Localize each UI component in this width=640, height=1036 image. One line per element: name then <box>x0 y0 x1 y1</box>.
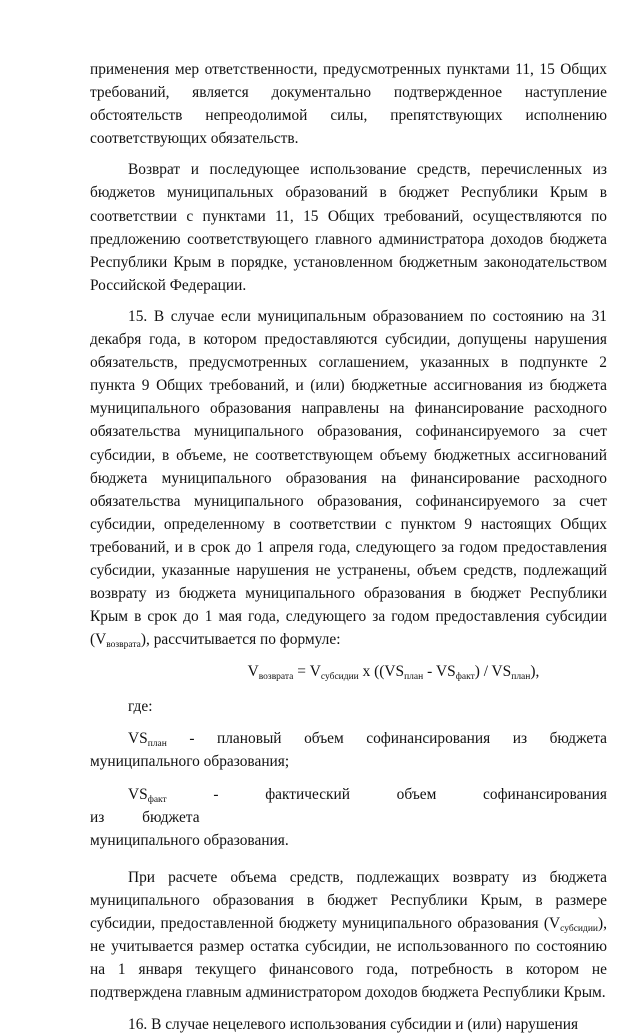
formula-v: V <box>247 663 259 681</box>
formula-plan-sub: план <box>404 672 424 683</box>
document-page <box>90 58 607 1036</box>
definition-vs-fact <box>90 783 607 852</box>
calc-text-2: ), не учитывается размер остатка субсидии, не использованного по состоянию на 1 января текущего финансового года, потребность в котором не подтверждена главным администратором доходов бюджета Республики Крым. <box>90 915 607 1002</box>
formula-minus: - VS <box>423 663 456 681</box>
where-label: где: <box>128 698 153 716</box>
formula-fact-sub: факт <box>455 672 475 683</box>
paragraph-15-tail: ), рассчитывается по формуле: <box>140 631 341 649</box>
paragraph-16: 16. В случае нецелевого использования субсидии и (или) нарушения <box>128 1015 579 1033</box>
formula <box>90 660 607 683</box>
calc-text-1: При расчете объема средств, подлежащих возврату из бюджета муниципального образования в бюджет Республики Крым, в размере субсидии, предоставленной бюджету муниципального образования (V <box>90 869 607 933</box>
formula-v-sub: возврата <box>258 672 294 683</box>
subscript-vozvrata: возврата <box>106 640 141 651</box>
formula-plan-sub-2: план <box>511 672 531 683</box>
formula-mid: x ((VS <box>358 663 405 681</box>
paragraph-return-funds: Возврат и последующее использование средств, перечисленных из бюджетов муниципальных образований в бюджет Республики Крым в соответствии с пунктами 11, 15 Общих требований, осуществляются по предложению соответствующего главного администратора доходов бюджета Республики Крым в порядке, установленном бюджетным законодательством Российской Федерации. <box>90 161 607 294</box>
paragraph-15-text: 15. В случае если муниципальным образованием по состоянию на 31 декабря года, в котором предоставляются субсидии, допущены нарушения обязательств, предусмотренных соглашением, указанных в подпункте 2 пункта 9 Общих требований, и (или) бюджетные ассигнования из бюджета муниципального образования направлены на финансирование расходного обязательства муниципального образования, софинансируемого за счет субсидии, в объеме, не соответствующем объему бюджетных ассигнований бюджета муниципального образования на финансирование расходного обязательства муниципального образования, софинансируемого за счет субсидии, определенному в соответствии с пунктом 9 настоящих Общих требований, и в срок до 1 апреля года, следующего за годом предоставления субсидии, указанные нарушения не устранены, объем средств, подлежащий возврату из бюджета муниципального образования в бюджет Республики Крым в срок до 1 мая года, следующего за годом предоставления субсидии (V <box>90 307 607 649</box>
paragraph-calculation <box>90 866 607 1005</box>
formula-end: ), <box>530 663 540 681</box>
vs-plan-text: - плановый объем софинансирования из бюджета муниципального образования; <box>90 729 607 770</box>
vs-fact-text: - фактический объем софинансирования из бюджета <box>90 785 607 826</box>
vs-plan-sub: план <box>147 738 167 749</box>
formula-eq: = V <box>293 663 321 681</box>
calc-subsidy-sub: субсидии <box>560 924 599 935</box>
vs-fact-text-cont: муниципального образования. <box>90 831 289 849</box>
paragraph-continuation: применения мер ответственности, предусмотренных пунктами 11, 15 Общих требований, является документально подтвержденное наступление обстоятельств непреодолимой силы, препятствующих исполнению соответствующих обязательств. <box>90 61 607 148</box>
vs-plan-symbol: VS <box>128 729 148 747</box>
vs-fact-sub: факт <box>147 794 167 805</box>
paragraph-15 <box>90 305 607 651</box>
formula-div: ) / VS <box>474 663 512 681</box>
definition-vs-plan <box>90 727 607 773</box>
vs-fact-symbol: VS <box>128 785 148 803</box>
formula-subsidy-sub: субсидии <box>320 672 359 683</box>
